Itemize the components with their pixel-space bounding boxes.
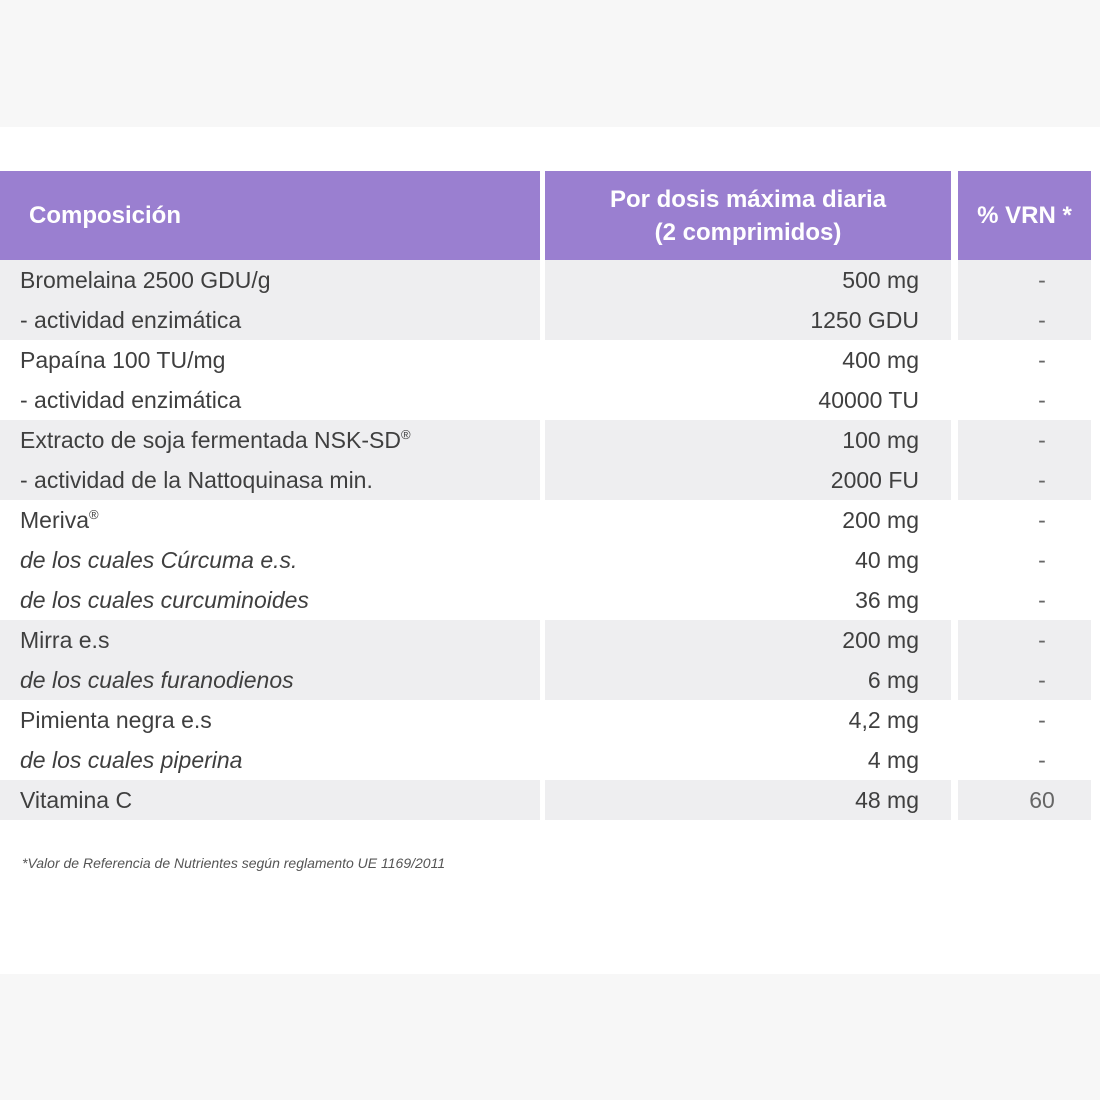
cell-dose: 48 mg — [855, 787, 919, 813]
cell-vrn: - — [1038, 707, 1046, 733]
table-row — [0, 380, 1100, 420]
cell-name: de los cuales curcuminoides — [20, 587, 309, 613]
cell-vrn: - — [1038, 547, 1046, 573]
cell-dose: 200 mg — [842, 627, 919, 653]
cell-name: de los cuales Cúrcuma e.s. — [20, 547, 298, 573]
cell-dose: 4 mg — [867, 747, 919, 773]
cell-name: Papaína 100 TU/mg — [20, 347, 226, 373]
cell-name: Bromelaina 2500 GDU/g — [20, 267, 271, 293]
table-row — [0, 620, 1100, 660]
row-group-papaina — [0, 340, 1100, 420]
cell-name: de los cuales piperina — [20, 747, 243, 773]
cell-name — [20, 420, 411, 460]
cell-dose: 400 mg — [842, 347, 919, 373]
table-row — [0, 540, 1100, 580]
cell-vrn: - — [1038, 307, 1046, 333]
cell-vrn: - — [1038, 347, 1046, 373]
content-panel — [0, 127, 1100, 974]
header-dose — [545, 171, 951, 260]
cell-name: - actividad de la Nattoquinasa min. — [20, 467, 373, 493]
row-group-pimienta — [0, 700, 1100, 780]
cell-dose: 1250 GDU — [810, 307, 919, 333]
table-row — [0, 340, 1100, 380]
cell-vrn: - — [1038, 627, 1046, 653]
cell-vrn: 60 — [1029, 787, 1055, 813]
header-dose-line2: (2 comprimidos) — [654, 218, 842, 246]
cell-name: de los cuales furanodienos — [20, 667, 294, 693]
header-dose-line1: Por dosis máxima diaria — [609, 185, 887, 213]
cell-vrn: - — [1038, 427, 1046, 453]
row-group-vitamina-c — [0, 780, 1100, 820]
table-row — [0, 700, 1100, 740]
footnote: *Valor de Referencia de Nutrientes según reglamento UE 1169/2011 — [22, 855, 446, 871]
table-row — [0, 300, 1100, 340]
cell-dose: 200 mg — [842, 507, 919, 533]
cell-name: Vitamina C — [20, 787, 133, 813]
cell-dose: 36 mg — [855, 587, 919, 613]
cell-vrn: - — [1038, 387, 1046, 413]
cell-vrn: - — [1038, 267, 1046, 293]
header-composition: Composición — [0, 171, 540, 260]
table-row — [0, 580, 1100, 620]
table-row — [0, 260, 1100, 300]
header-vrn: % VRN * — [958, 171, 1091, 260]
table-row — [0, 500, 1100, 540]
cell-name-text: Meriva — [20, 507, 90, 533]
cell-name: Pimienta negra e.s — [20, 707, 212, 733]
table-header — [0, 171, 1100, 260]
row-group-soja — [0, 420, 1100, 500]
cell-dose: 6 mg — [867, 667, 919, 693]
cell-name: - actividad enzimática — [20, 307, 242, 333]
table-row — [0, 460, 1100, 500]
composition-table — [0, 171, 1100, 820]
cell-name — [20, 500, 99, 540]
cell-vrn: - — [1038, 747, 1046, 773]
cell-name: - actividad enzimática — [20, 387, 242, 413]
cell-vrn: - — [1038, 467, 1046, 493]
cell-name-text: Extracto de soja fermentada NSK-SD — [20, 427, 401, 453]
cell-vrn: - — [1038, 507, 1046, 533]
cell-dose: 500 mg — [842, 267, 919, 293]
cell-dose: 4,2 mg — [848, 707, 919, 733]
registered-mark: ® — [89, 507, 99, 522]
cell-dose: 2000 FU — [830, 467, 919, 493]
row-group-meriva — [0, 500, 1100, 620]
cell-dose: 40000 TU — [818, 387, 919, 413]
table-row — [0, 420, 1100, 460]
cell-vrn: - — [1038, 667, 1046, 693]
row-group-bromelaina — [0, 260, 1100, 340]
cell-dose: 100 mg — [842, 427, 919, 453]
cell-vrn: - — [1038, 587, 1046, 613]
table-row — [0, 740, 1100, 780]
row-group-mirra — [0, 620, 1100, 700]
registered-mark: ® — [400, 427, 411, 442]
cell-dose: 40 mg — [855, 547, 919, 573]
table-row — [0, 780, 1100, 820]
table-row — [0, 660, 1100, 700]
cell-name: Mirra e.s — [20, 627, 110, 653]
